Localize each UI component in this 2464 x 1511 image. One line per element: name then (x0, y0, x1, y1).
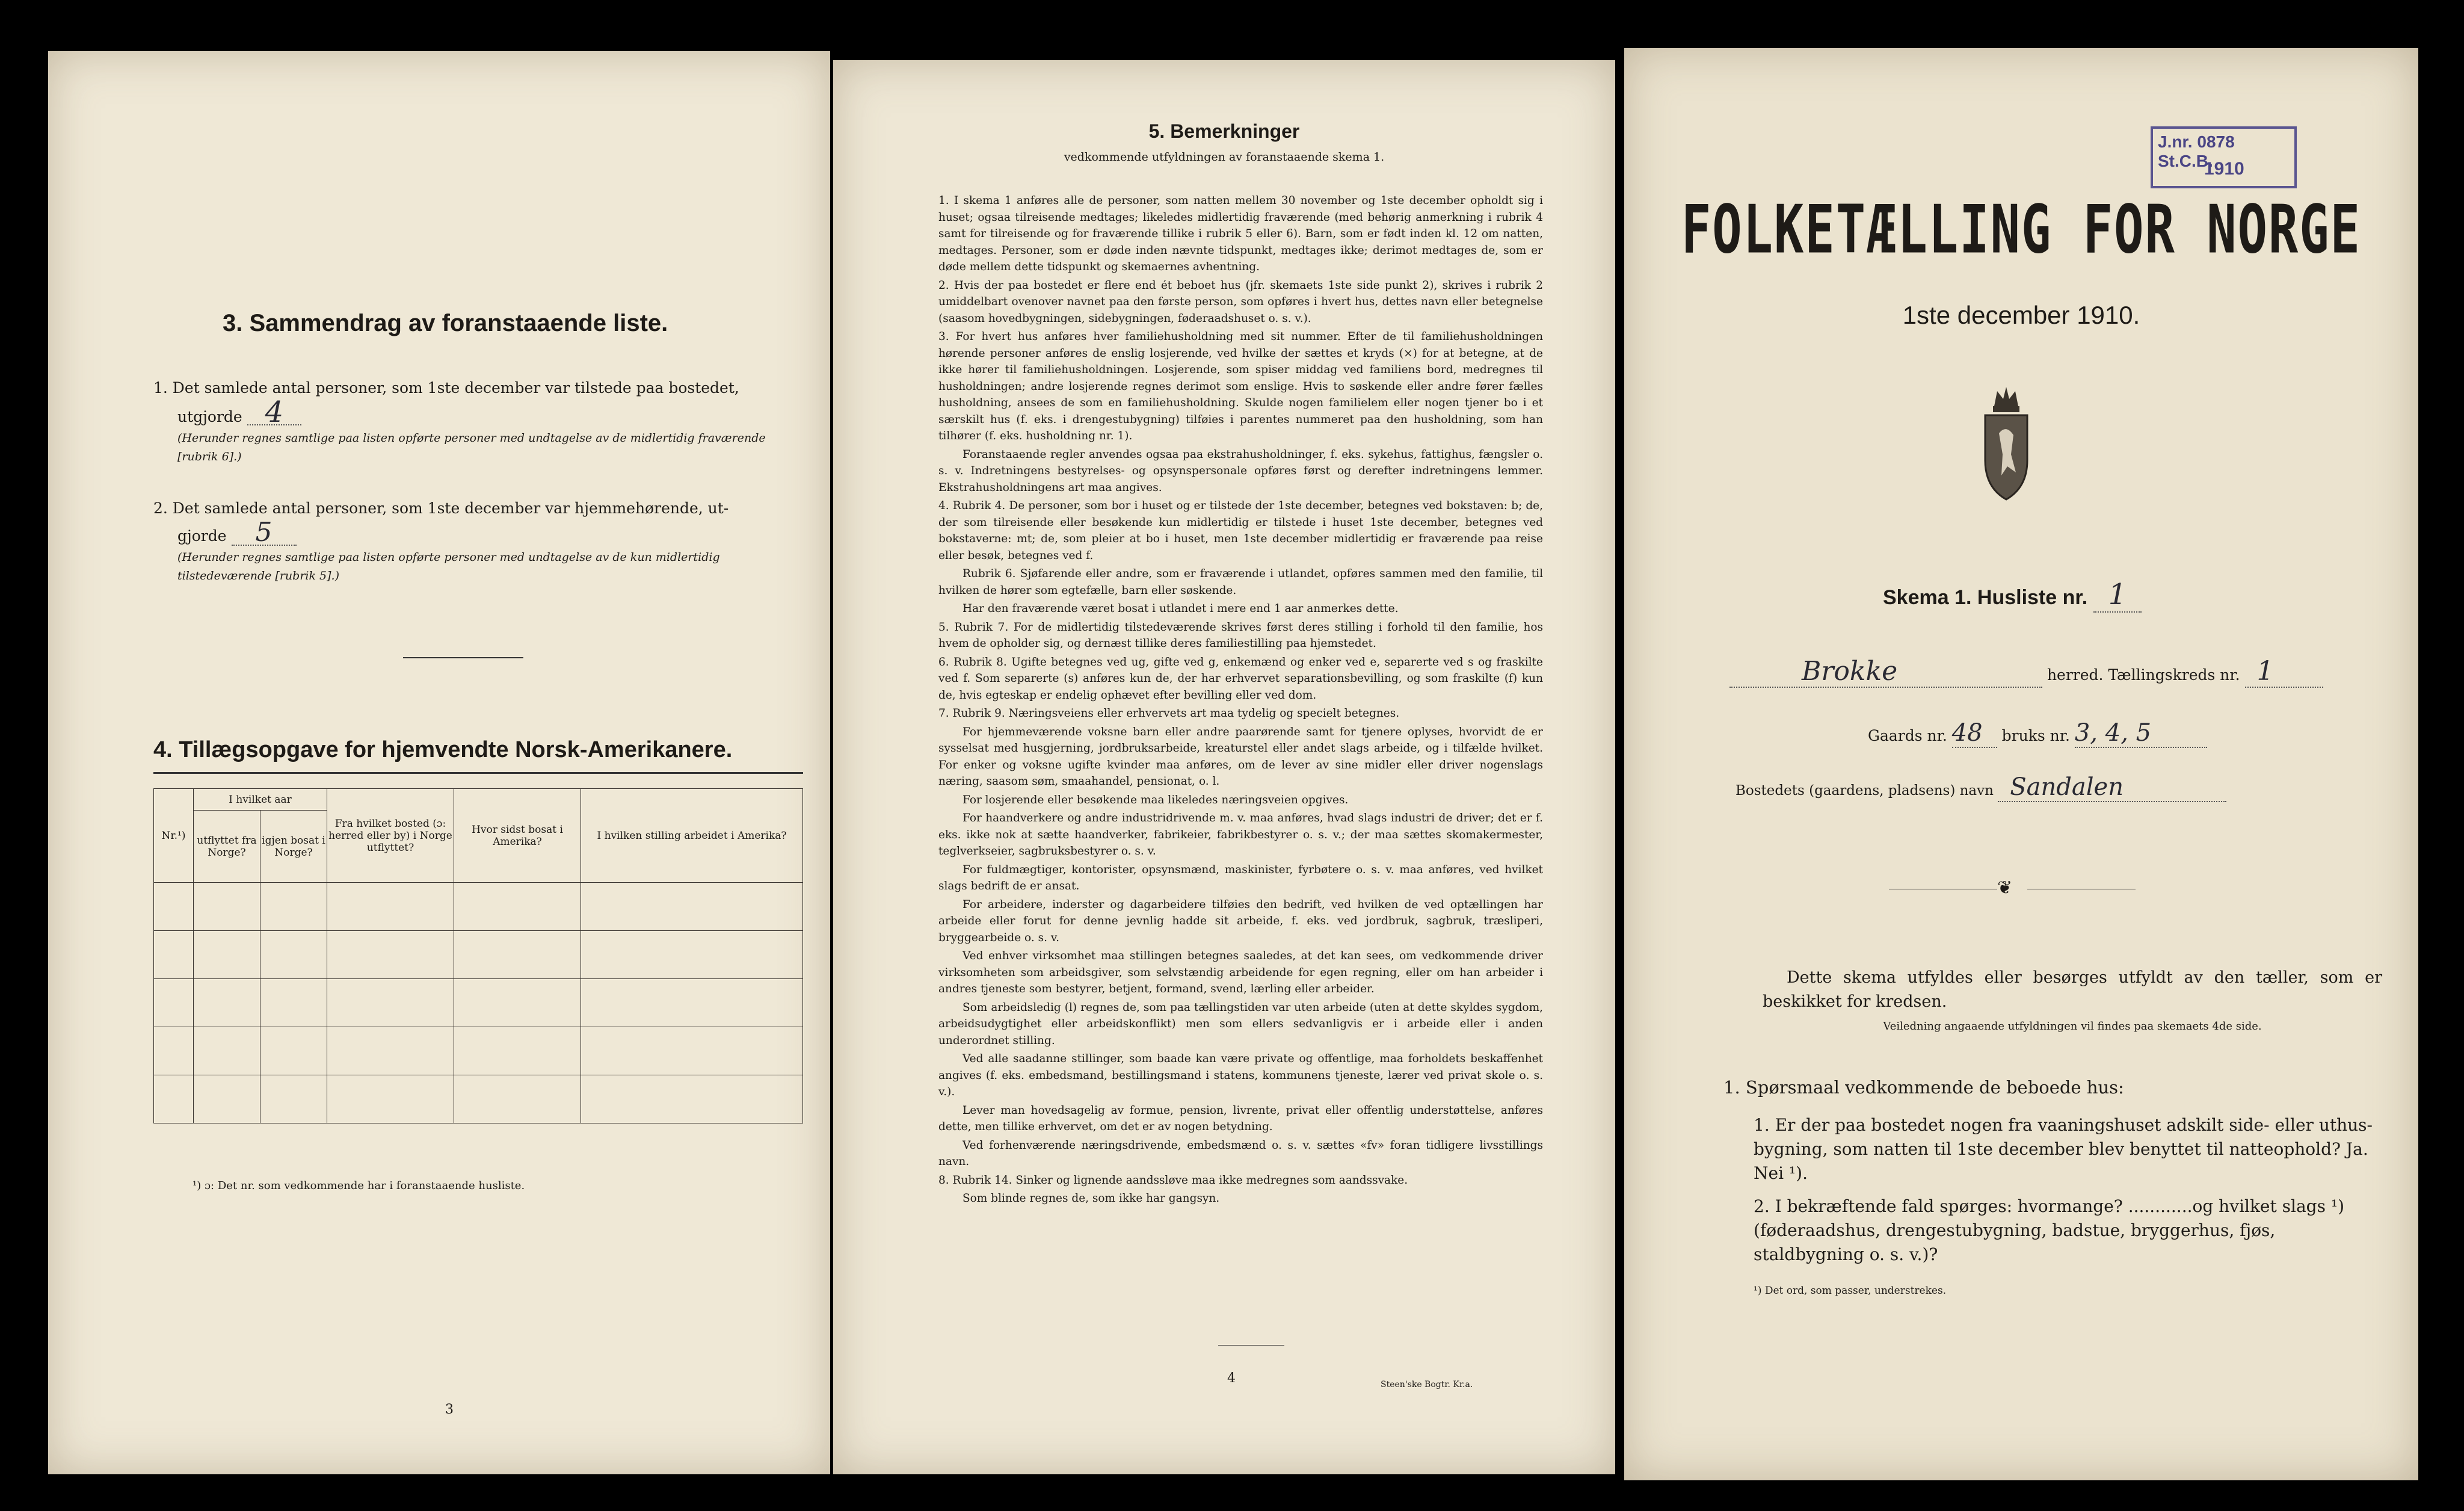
page-number: 3 (445, 1402, 454, 1417)
page-1 (1624, 48, 2418, 1480)
page-footnote: ¹) Det ord, som passer, understrekes. (1754, 1285, 1947, 1297)
remark-paragraph: 1. I skema 1 anføres alle de personer, som natten mellem 30 november og 1ste december opholdt sig i huset; ogsaa tilreisende medtages; likeledes midlertidig fraværende (med behørig anmerkning i rubrik 4 samt for tilreisende og for fraværende tillike i rubrik 5 eller 6). Barn, som er født inden kl. 12 om natten, medtages. Personer, som er døde inden nævnte tidspunkt, medtages ikke; derimot medtages de, som er døde mellem dette tidspunkt og skemaernes avhentning. (938, 194, 1543, 273)
intro-note: Veiledning angaaende utfyldningen vil findes paa skemaets 4de side. (1883, 1020, 2262, 1033)
bosted-line (1736, 773, 2226, 802)
remarks-title: 5. Bemerkninger (1148, 120, 1300, 142)
summary-item-1-label: utgjorde (177, 408, 242, 425)
remark-paragraph: Lever man hovedsagelig av formue, pension, livrente, privat eller offentlig understøttelse, anføres dette, men tillike erhvervet, om det er av nogen betydning. (938, 1104, 1543, 1133)
col-fra-bosted: Fra hvilket bosted (ɔ: herred eller by) i Norge utflyttet? (327, 789, 454, 883)
col-hvor-bosat: Hvor sidst bosat i Amerika? (454, 789, 581, 883)
herred-value: Brokke (1729, 656, 2042, 688)
ornament: ❦ (1997, 877, 2013, 898)
remark-paragraph: Ved forhenværende næringsdrivende, embedsmænd o. s. v. sættes «fv» foran tidligere livsstillings navn. (938, 1139, 1543, 1168)
page-4 (833, 60, 1615, 1474)
skema-label: Skema 1. Husliste nr. (1883, 586, 2088, 609)
table-row (154, 1075, 803, 1123)
remark-paragraph: 7. Rubrik 9. Næringsveiens eller erhvervets art maa tydelig og specielt betegnes. (938, 707, 1400, 720)
remark-paragraph: For fuldmægtiger, kontorister, opsynsmænd, maskinister, fyrbøtere o. s. v. maa anføres, ved hvilket slags bedrift de er ansat. (938, 863, 1543, 892)
col-igjen-bosat: igjen bosat i Norge? (260, 811, 327, 883)
intro-text: Dette skema utfyldes eller besørges utfyldt av den tæller, som er beskikket for kredsen. (1763, 968, 2382, 1011)
title-underline (153, 772, 803, 774)
form-date: 1ste december 1910. (1902, 301, 2140, 329)
col-stilling: I hvilken stilling arbeidet i Amerika? (581, 789, 803, 883)
bosted-value: Sandalen (1998, 773, 2226, 802)
table-row (154, 979, 803, 1027)
remark-paragraph: 8. Rubrik 14. Sinker og lignende aandssløve maa ikke medregnes som aandssvake. (938, 1173, 1408, 1187)
question-2: 2. I bekræftende fald spørges: hvormange? ............og hvilket slags ¹) (føderaadshus, drengestubygning, badstue, bryggerhus, fjøs, staldbygning o. s. v.)? (1754, 1196, 2344, 1264)
page-number: 4 (1227, 1371, 1236, 1386)
summary-item-1-note: (Herunder regnes samtlige paa listen opførte personer med undtagelse av de midlertidig fraværende [rubrik 6].) (177, 431, 766, 463)
section-3-title: 3. Sammendrag av foranstaaende liste. (223, 310, 668, 336)
remark-paragraph: Som arbeidsledig (l) regnes de, som paa tællingstiden var uten arbeide (uten at dette skyldes sygdom, arbeidsudygtighet eller arbeidskonflikt) men som ellers sedvanligvis er i arbeide eller i anden underordnet stilling. (938, 1001, 1543, 1047)
remark-paragraph: 6. Rubrik 8. Ugifte betegnes ved ug, gifte ved g, enkemænd og enker ved e, separerte ved s og fraskilte ved f. Som separerte (s) anføres kun de, der har erhvervet separationsbevilling, og som fraskilte (f) kun de, hvis egteskap er endelig ophævet efter bevilling eller ved dom. (938, 655, 1543, 702)
remark-paragraph: Ved alle saadanne stillinger, som baade kan være private og offentlige, maa forholdets beskaffenhet angives (f. eks. embedsmand, bestillingsmand i statens, kommunens tjeneste, lærer ved privat skole o. s. v.). (938, 1052, 1543, 1098)
question-1: 1. Er der paa bostedet nogen fra vaaningshuset adskilt side- eller uthus-bygning, som natten til 1ste december blev benyttet til natteophold? Ja. Nei ¹). (1754, 1115, 2373, 1183)
summary-item-1-text: 1. Det samlede antal personer, som 1ste december var tilstede paa bostedet, (153, 379, 739, 397)
summary-item-2-text: 2. Det samlede antal personer, som 1ste december var hjemmehørende, ut- (153, 499, 729, 517)
remark-paragraph: 3. For hvert hus anføres hver familiehusholdning med sit nummer. Efter de til familiehusholdningen hørende personer anføres de enslig losjerende, ved hvilke der sættes et kryds (×) for at betegne, at de ikke hører til familiehusholdningen. Losjerende, som spiser middag ved familiens bord, medregnes til husholdningen; andre losjerende regnes derimot som enslige. Hvis to søskende eller andre fører fælles husholdning, ansees de som en familiehusholdning. Skulde nogen familielem eller nogen tjener bo i et særskilt hus (f. eks. i drengestubygning) tilføies i parentes nummeret paa den husholdning, som han tilhører (f. eks. husholdning nr. 1). (938, 330, 1543, 442)
herred-label: herred. (2047, 666, 2104, 684)
herred-line (1729, 656, 2391, 688)
remarks-subtitle: vedkommende utfyldningen av foranstaaende skema 1. (1064, 150, 1385, 164)
table-row (154, 1027, 803, 1075)
remark-paragraph: For arbeidere, inderster og dagarbeidere tilføies den bedrift, ved hvilken de ved optællingen har arbeide eller forut for denne jevnlig hadde sit arbeide, f. eks. ved jordbruk, sagbruk, træsliperi, bryggearbeide o. s. v. (938, 898, 1543, 944)
norsk-amerikanere-table (153, 788, 803, 1123)
kreds-label: Tællingskreds nr. (2108, 666, 2240, 684)
question-header: 1. Spørsmaal vedkommende de beboede hus: (1723, 1077, 2124, 1098)
col-utflyttet: utflyttet fra Norge? (194, 811, 260, 883)
printer-mark: Steen'ske Bogtr. Kr.a. (1381, 1380, 1473, 1389)
divider (403, 657, 523, 658)
table-row (154, 883, 803, 931)
page-3 (48, 51, 830, 1474)
remark-paragraph: Rubrik 6. Sjøfarende eller andre, som er fraværende i utlandet, opføres sammen med den familie, til hvilken de hører som egtefælle, barn eller søskende. (938, 567, 1543, 597)
remarks-text (938, 193, 1543, 1209)
remark-paragraph: For losjerende eller besøkende maa likeledes næringsveien opgives. (962, 793, 1349, 806)
remark-paragraph: 2. Hvis der paa bostedet er flere end ét beboet hus (jfr. skemaets 1ste side punkt 2), skrives i rubrik 2 umiddelbart ovenover navnet paa den første person, som opføres i hvert hus, dettes navn eller betegnelse (saasom hovedbygningen, sidebygningen, føderaadshuset o. s. v.). (938, 279, 1543, 325)
kreds-value: 1 (2245, 656, 2323, 688)
table-footnote: ¹) ɔ: Det nr. som vedkommende har i foranstaaende husliste. (192, 1179, 525, 1192)
bosted-label: Bostedets (gaardens, pladsens) navn (1736, 783, 1994, 799)
summary-item-2-label: gjorde (177, 527, 227, 545)
registration-stamp (2151, 126, 2297, 188)
remark-paragraph: Ved enhver virksomhet maa stillingen betegnes saaledes, at det kan sees, om vedkommende driver virksomheten som arbeidsgiver, som selvstændig arbeidende for egen regning, eller om han arbeider i andres tjeneste som bestyrer, betjent, formand, svend, lærling eller arbeider. (938, 950, 1543, 995)
summary-item-2-value: 5 (232, 521, 297, 546)
stamp-year: 1910 (2204, 159, 2244, 179)
gaards-value: 48 (1952, 719, 1997, 748)
remark-paragraph: Foranstaaende regler anvendes ogsaa paa ekstrahusholdninger, f. eks. sykehus, fattighus, fængsler o. s. v. Indretningens bestyrelses- og opsynspersonale opføres først og derefter indretningens lemmer. Ekstrahusholdningens art maa angives. (938, 448, 1543, 494)
table-row (154, 931, 803, 979)
remark-paragraph: For hjemmeværende voksne barn eller andre paarørende samt for tjenere oplyses, hvorvidt de er sysselsat med husgjerning, jordbruksarbeide, kreaturstel eller andet slags arbeide, og i tilfælde hvilket. For enker og voksne ugifte kvinder maa anføres, om de lever av sine midler eller driver nogenslags næring, saasom søm, smaahandel, pensionat, o. l. (938, 725, 1543, 788)
summary-item-1-value: 4 (247, 400, 302, 425)
form-title: FOLKETÆLLING FOR NORGE (1681, 191, 2362, 269)
remark-paragraph: Har den fraværende været bosat i utlandet i mere end 1 aar anmerkes dette. (962, 602, 1399, 615)
summary-item-2 (153, 496, 809, 586)
remark-paragraph: 4. Rubrik 4. De personer, som bor i huset og er tilstede der 1ste december, betegnes ved bokstaven: b; de, der som tilreisende eller besøkende kun midlertidig er tilstede i huset 1ste december, betegnes ved bokstaverne: mt; de, som pleier at bo i huset, men 1ste december midlertidig er fraværende paa reise eller besøk, betegnes ved f. (938, 499, 1543, 562)
summary-item-2-note: (Herunder regnes samtlige paa listen opførte personer med undtagelse av de kun midlertidig tilstedeværende [rubrik 5].) (177, 551, 720, 582)
bruks-value: 3, 4, 5 (2075, 719, 2207, 748)
husliste-number: 1 (2093, 578, 2142, 613)
gaards-label: Gaards nr. (1868, 727, 1947, 744)
bruks-label: bruks nr. (2001, 727, 2070, 744)
divider (1218, 1345, 1284, 1346)
col-group-year: I hvilket aar (194, 789, 327, 811)
summary-item-1 (153, 376, 809, 466)
coat-of-arms-icon (1976, 382, 2036, 502)
section-4-title: 4. Tillægsopgave for hjemvendte Norsk-Amerikanere. (153, 737, 733, 762)
stamp-number: J.nr. 0878 St.C.B. (2158, 132, 2235, 170)
gaards-line (1868, 719, 2207, 748)
remark-paragraph: 5. Rubrik 7. For de midlertidig tilstedeværende skrives først deres stilling i forhold til den familie, hos hvem de opholder sig, og dernæst tillike deres familiestilling paa hjemstedet. (938, 620, 1543, 650)
col-nr: Nr.¹) (154, 789, 194, 883)
skema-line (1883, 578, 2142, 613)
remark-paragraph: Som blinde regnes de, som ikke har gangsyn. (962, 1192, 1220, 1205)
remark-paragraph: For haandverkere og andre industridrivende m. v. maa anføres, hvad slags industri de driver; det er f. eks. ikke nok at sætte haandverker, fabrikeier, fabrikbestyrer o. s. v.; der maa sættes skomakermester, teglverkseier, sagbruksbestyrer o. s. v. (938, 812, 1543, 857)
